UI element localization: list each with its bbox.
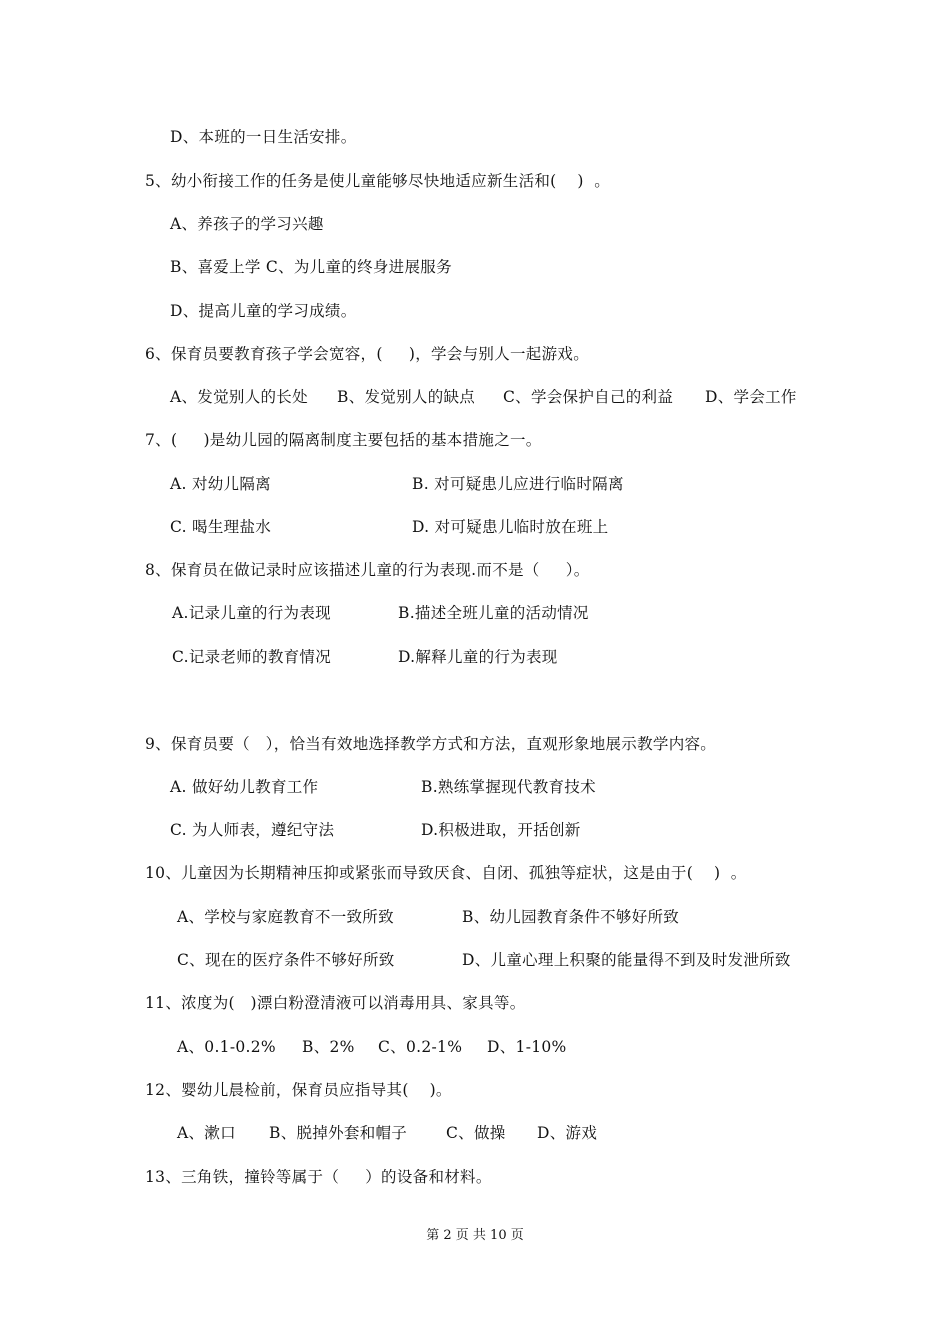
question-10: 10、儿童因为长期精神压抑或紧张而导致厌食、自闭、孤独等症状，这是由于( ) 。 bbox=[145, 864, 747, 882]
q9-option-a: A. 做好幼儿教育工作 bbox=[170, 778, 319, 796]
q10-option-a: A、学校与家庭教育不一致所致 bbox=[177, 908, 394, 926]
q5-option-a: A、养孩子的学习兴趣 bbox=[170, 215, 324, 233]
question-12: 12、婴幼儿晨检前，保育员应指导其( )。 bbox=[145, 1081, 452, 1099]
question-8: 8、保育员在做记录时应该描述儿童的行为表现.而不是（ ）。 bbox=[145, 561, 590, 579]
q9-option-c: C. 为人师表，遵纪守法 bbox=[170, 821, 335, 839]
q4-option-d: D、本班的一日生活安排。 bbox=[170, 128, 357, 146]
q7-option-d: D. 对可疑患儿临时放在班上 bbox=[412, 518, 609, 536]
q7-option-a: A. 对幼儿隔离 bbox=[170, 475, 271, 493]
q12-option-d: D、游戏 bbox=[537, 1124, 598, 1142]
q7-option-b: B. 对可疑患儿应进行临时隔离 bbox=[412, 475, 624, 493]
q9-option-d: D.积极进取，开括创新 bbox=[421, 821, 581, 839]
question-11: 11、浓度为( )漂白粉澄清液可以消毒用具、家具等。 bbox=[145, 994, 526, 1012]
q7-option-c: C. 喝生理盐水 bbox=[170, 518, 272, 536]
q9-option-b: B.熟练掌握现代教育技术 bbox=[421, 778, 596, 796]
q11-option-c: C、0.2-1% bbox=[378, 1038, 463, 1056]
q5-option-bc: B、喜爱上学 C、为儿童的终身进展服务 bbox=[170, 258, 452, 276]
q6-option-a: A、发觉别人的长处 bbox=[170, 388, 308, 406]
question-13: 13、三角铁，撞铃等属于（ ）的设备和材料。 bbox=[145, 1168, 492, 1186]
question-6: 6、保育员要教育孩子学会宽容，( )，学会与别人一起游戏。 bbox=[145, 345, 589, 363]
q10-option-b: B、幼儿园教育条件不够好所致 bbox=[462, 908, 680, 926]
q8-option-b: B.描述全班儿童的活动情况 bbox=[398, 604, 589, 622]
q12-option-c: C、做操 bbox=[446, 1124, 506, 1142]
q5-option-d: D、提高儿童的学习成绩。 bbox=[170, 302, 357, 320]
q6-option-b: B、发觉别人的缺点 bbox=[337, 388, 476, 406]
question-5: 5、幼小衔接工作的任务是使儿童能够尽快地适应新生活和( ) 。 bbox=[145, 172, 611, 190]
q8-option-d: D.解释儿童的行为表现 bbox=[398, 648, 558, 666]
q11-option-b: B、2% bbox=[302, 1038, 355, 1056]
q6-option-d: D、学会工作 bbox=[705, 388, 797, 406]
q6-option-c: C、学会保护自己的利益 bbox=[503, 388, 674, 406]
q10-option-d: D、儿童心理上积聚的能量得不到及时发泄所致 bbox=[462, 951, 791, 969]
page-footer: 第 2 页 共 10 页 bbox=[426, 1228, 524, 1243]
q12-option-a: A、漱口 bbox=[177, 1124, 236, 1142]
q12-option-b: B、脱掉外套和帽子 bbox=[269, 1124, 408, 1142]
q10-option-c: C、现在的医疗条件不够好所致 bbox=[177, 951, 395, 969]
q11-option-d: D、1-10% bbox=[487, 1038, 567, 1056]
q8-option-c: C.记录老师的教育情况 bbox=[172, 648, 332, 666]
question-9: 9、保育员要（ ），恰当有效地选择教学方式和方法，直观形象地展示教学内容。 bbox=[145, 735, 717, 753]
q8-option-a: A.记录儿童的行为表现 bbox=[172, 604, 331, 622]
question-7: 7、( )是幼儿园的隔离制度主要包括的基本措施之一。 bbox=[145, 431, 542, 449]
q11-option-a: A、0.1-0.2% bbox=[177, 1038, 276, 1056]
